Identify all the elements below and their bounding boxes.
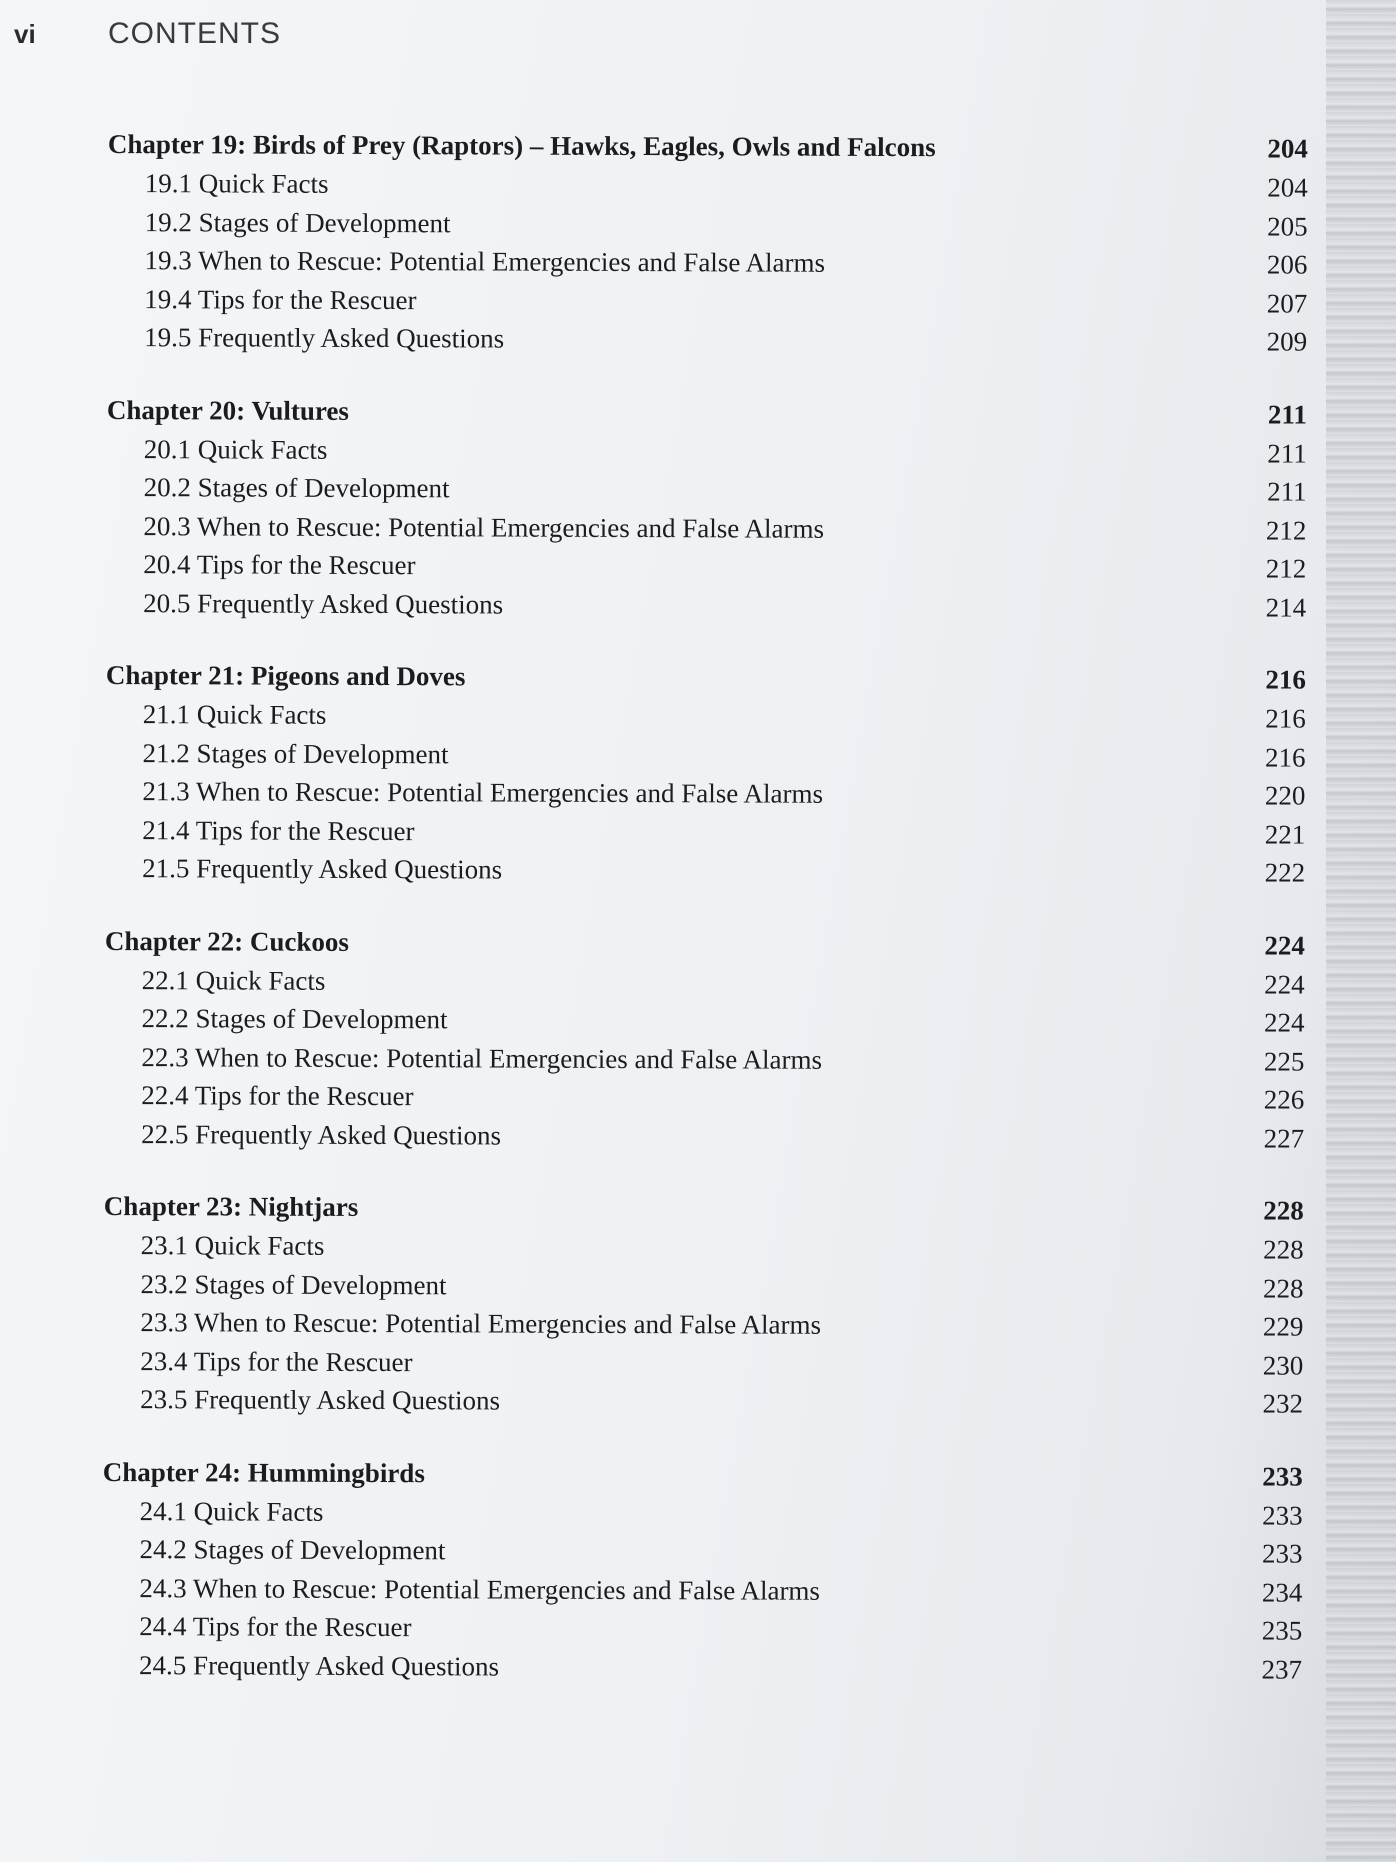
chapter-title: Chapter 19: Birds of Prey (Raptors) – Hawks, Eagles, Owls and Falcons [107,128,936,163]
toc-entry[interactable] [105,810,1305,853]
toc-entry[interactable] [103,1380,1303,1423]
entry-page-number: 205 [1267,210,1308,242]
toc-entry[interactable] [106,733,1306,776]
chapter-heading-row[interactable] [104,1186,1304,1231]
entry-title: 24.1 Quick Facts [139,1495,324,1527]
entry-page-number: 227 [1263,1122,1305,1154]
chapter-heading-row[interactable] [106,655,1306,700]
entry-page-number: 226 [1263,1084,1305,1115]
entry-page-number: 228 [1262,1272,1304,1304]
entry-title: 20.3 When to Rescue: Potential Emergencies and False Alarms [143,510,825,544]
running-head [14,14,281,54]
entry-page-number: 237 [1261,1653,1303,1685]
entry-page-number: 207 [1266,287,1308,319]
toc-entry[interactable] [105,772,1305,815]
running-head-title: CONTENTS [108,17,281,50]
toc-entry[interactable] [105,960,1305,1003]
chapter-heading-row[interactable] [107,389,1307,434]
toc-entry[interactable] [106,545,1306,588]
entry-title: 19.1 Quick Facts [144,168,329,199]
entry-page-number: 225 [1263,1045,1305,1077]
entry-page-number: 206 [1266,249,1308,280]
entry-title: 24.4 Tips for the Rescuer [139,1611,412,1643]
chapter-block [106,389,1307,626]
toc-entry[interactable] [104,999,1304,1042]
toc-entry[interactable] [107,241,1307,284]
chapter-block [103,1186,1304,1423]
entry-page-number: 224 [1264,1007,1305,1038]
toc-entry[interactable] [105,849,1305,892]
entry-page-number: 220 [1264,780,1306,811]
toc-entry[interactable] [106,695,1306,738]
entry-title: 20.1 Quick Facts [143,433,328,465]
chapter-title: Chapter 24: Hummingbirds [102,1456,425,1488]
toc-entry[interactable] [107,468,1307,511]
entry-page-number: 229 [1262,1311,1304,1342]
entry-title: 20.5 Frequently Asked Questions [143,587,504,620]
toc-entry[interactable] [104,1114,1304,1157]
entry-page-number: 211 [1267,476,1307,507]
chapter-page-number: 224 [1264,929,1305,961]
table-of-contents [102,124,1308,1722]
chapter-page-number: 211 [1267,398,1307,430]
chapter-heading-row[interactable] [108,124,1308,169]
entry-title: 22.2 Stages of Development [141,1003,448,1035]
entry-title: 19.2 Stages of Development [144,206,451,238]
entry-title: 22.1 Quick Facts [141,964,326,996]
page-edge-shadow [1326,0,1396,1862]
entry-page-number: 224 [1264,968,1305,1000]
entry-title: 23.2 Stages of Development [140,1268,447,1300]
entry-title: 21.2 Stages of Development [142,737,449,769]
entry-title: 24.2 Stages of Development [139,1534,446,1566]
toc-entry[interactable] [103,1303,1303,1346]
entry-page-number: 212 [1265,514,1307,546]
chapter-block [104,920,1305,1157]
toc-entry[interactable] [107,429,1307,472]
entry-title: 21.4 Tips for the Rescuer [142,814,415,846]
toc-entry[interactable] [102,1645,1302,1688]
entry-title: 21.3 When to Rescue: Potential Emergencies and False Alarms [142,776,824,809]
entry-page-number: 211 [1267,437,1307,469]
toc-entry[interactable] [106,583,1306,626]
entry-page-number: 232 [1262,1388,1304,1419]
toc-entry[interactable] [102,1568,1302,1611]
entry-title: 23.3 When to Rescue: Potential Emergencies and False Alarms [140,1307,822,1340]
entry-title: 23.4 Tips for the Rescuer [140,1345,413,1377]
toc-entry[interactable] [102,1607,1302,1650]
entry-title: 19.4 Tips for the Rescuer [144,283,417,315]
toc-entry[interactable] [104,1076,1304,1119]
chapter-heading-row[interactable] [105,920,1305,965]
chapter-block [107,124,1308,361]
chapter-page-number: 204 [1267,133,1308,164]
toc-entry[interactable] [104,1226,1304,1269]
chapter-page-number: 228 [1263,1195,1304,1226]
entry-page-number: 209 [1266,326,1308,357]
toc-entry[interactable] [107,318,1307,361]
entry-page-number: 228 [1263,1234,1304,1265]
entry-page-number: 230 [1262,1349,1304,1381]
entry-page-number: 204 [1267,172,1308,203]
entry-title: 19.5 Frequently Asked Questions [144,322,505,354]
toc-entry[interactable] [108,202,1308,245]
toc-entry[interactable] [108,164,1308,207]
chapter-block [105,655,1306,892]
chapter-title: Chapter 21: Pigeons and Doves [105,659,466,692]
entry-page-number: 233 [1262,1499,1303,1531]
entry-page-number: 216 [1265,741,1306,773]
page-folio: vi [14,18,36,49]
entry-title: 21.5 Frequently Asked Questions [142,853,503,885]
chapter-page-number: 216 [1265,664,1306,695]
toc-entry[interactable] [102,1530,1302,1573]
entry-title: 23.1 Quick Facts [140,1230,325,1261]
toc-entry[interactable] [104,1037,1304,1080]
toc-entry[interactable] [103,1491,1303,1534]
entry-page-number: 222 [1264,857,1306,888]
entry-title: 23.5 Frequently Asked Questions [140,1384,501,1416]
entry-title: 22.3 When to Rescue: Potential Emergencies and False Alarms [141,1041,823,1075]
entry-page-number: 235 [1261,1615,1303,1646]
entry-title: 22.5 Frequently Asked Questions [141,1118,502,1151]
toc-entry[interactable] [106,506,1306,549]
entry-title: 22.4 Tips for the Rescuer [141,1080,414,1112]
entry-title: 20.2 Stages of Development [143,472,450,504]
chapter-block [102,1451,1303,1688]
entry-page-number: 212 [1265,553,1307,584]
chapter-page-number: 233 [1262,1460,1303,1492]
entry-page-number: 221 [1264,818,1306,850]
chapter-title: Chapter 22: Cuckoos [104,925,349,957]
entry-title: 19.3 When to Rescue: Potential Emergencies and False Alarms [144,245,826,278]
chapter-title: Chapter 20: Vultures [106,394,350,426]
toc-entry[interactable] [103,1341,1303,1384]
entry-title: 24.3 When to Rescue: Potential Emergencies and False Alarms [139,1572,821,1606]
entry-page-number: 234 [1261,1576,1303,1608]
chapter-heading-row[interactable] [103,1451,1303,1496]
entry-title: 24.5 Frequently Asked Questions [139,1649,500,1682]
entry-title: 20.4 Tips for the Rescuer [143,549,416,581]
entry-page-number: 214 [1265,591,1307,623]
entry-title: 21.1 Quick Facts [142,699,327,730]
entry-page-number: 216 [1265,703,1306,734]
entry-page-number: 233 [1261,1538,1303,1569]
toc-entry[interactable] [103,1264,1303,1307]
chapter-title: Chapter 23: Nightjars [103,1190,359,1222]
toc-entry[interactable] [107,279,1307,322]
